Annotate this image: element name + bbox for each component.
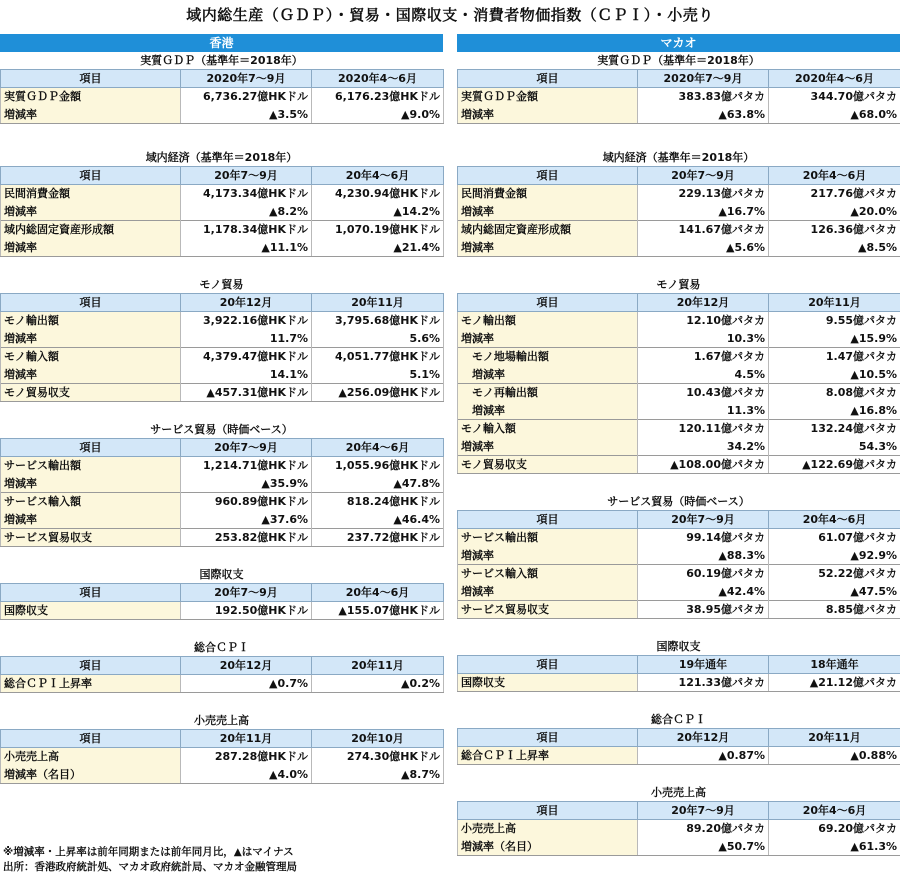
row-label: 民間消費金額: [1, 185, 181, 203]
column-header: 20年12月: [181, 294, 312, 312]
row-label: 増減率: [458, 402, 638, 420]
table-row: [1, 384, 444, 402]
row-label: 増減率: [1, 330, 181, 348]
row-value: 132.24億パタカ: [769, 420, 900, 438]
table-row: [1, 766, 444, 784]
table-row: [458, 438, 900, 456]
row-value: 960.89億HKドル: [181, 493, 312, 511]
table-section: [0, 276, 443, 402]
row-value: 14.1%: [181, 366, 312, 384]
table-row: [458, 348, 900, 366]
section-title: 総合ＣＰＩ: [194, 641, 249, 654]
row-value: 11.7%: [181, 330, 312, 348]
row-label: サービス輸出額: [1, 457, 181, 475]
row-value: 1.47億パタカ: [769, 348, 900, 366]
header-row: [1, 294, 444, 312]
row-value: 1.67億パタカ: [638, 348, 769, 366]
row-value: ▲16.7%: [638, 203, 769, 221]
column-header: 20年4〜6月: [312, 439, 444, 457]
row-label: 増減率: [1, 106, 181, 124]
row-label: 増減率（名目）: [1, 766, 181, 784]
row-label: モノ輸出額: [458, 312, 638, 330]
data-table: [457, 510, 900, 619]
row-value: ▲9.0%: [312, 106, 444, 124]
row-label: 総合ＣＰＩ上昇率: [458, 747, 638, 765]
table-row: [1, 203, 444, 221]
table-section: [457, 276, 900, 474]
table-row: [1, 221, 444, 239]
table-row: [458, 820, 900, 838]
column-header: 20年4〜6月: [769, 167, 900, 185]
table-section: [457, 711, 900, 765]
row-value: 1,055.96億HKドル: [312, 457, 444, 475]
row-label: 国際収支: [458, 674, 638, 692]
row-value: 60.19億パタカ: [638, 565, 769, 583]
header-row: [458, 70, 900, 88]
row-label: 増減率: [1, 366, 181, 384]
row-value: ▲46.4%: [312, 511, 444, 529]
table-row: [458, 384, 900, 402]
macau-column: [457, 34, 900, 856]
table-row: [458, 203, 900, 221]
column-header: 項目: [458, 656, 638, 674]
column-header: 項目: [1, 294, 181, 312]
row-value: 3,922.16億HKドル: [181, 312, 312, 330]
row-label: 増減率: [1, 475, 181, 493]
row-label: 増減率: [1, 239, 181, 257]
row-value: ▲122.69億パタカ: [769, 456, 900, 474]
row-value: 99.14億パタカ: [638, 529, 769, 547]
macau-sections: [457, 52, 900, 856]
row-value: 5.6%: [312, 330, 444, 348]
row-value: 8.08億パタカ: [769, 384, 900, 402]
row-label: 民間消費金額: [458, 185, 638, 203]
row-label: モノ輸出額: [1, 312, 181, 330]
row-value: ▲10.5%: [769, 366, 900, 384]
table-section: [457, 493, 900, 619]
row-label: モノ貿易収支: [458, 456, 638, 474]
row-label: 増減率: [458, 438, 638, 456]
column-header: 20年7〜9月: [181, 439, 312, 457]
row-value: ▲8.2%: [181, 203, 312, 221]
data-table: [457, 801, 900, 856]
header-row: [458, 729, 900, 747]
row-label: 域内総固定資産形成額: [1, 221, 181, 239]
row-value: 237.72億HKドル: [312, 529, 444, 547]
table-row: [458, 838, 900, 856]
row-label: モノ輸入額: [1, 348, 181, 366]
row-value: 34.2%: [638, 438, 769, 456]
hong-kong-banner: 香港: [0, 34, 443, 52]
section-title: サービス貿易（時価ベース）: [607, 495, 750, 508]
table-section: [457, 149, 900, 257]
column-header: 20年12月: [638, 294, 769, 312]
section-title: 実質ＧＤＰ（基準年＝2018年）: [140, 54, 303, 67]
table-row: [458, 456, 900, 474]
row-value: ▲15.9%: [769, 330, 900, 348]
row-value: 253.82億HKドル: [181, 529, 312, 547]
table-row: [458, 366, 900, 384]
table-row: [458, 601, 900, 619]
row-value: 69.20億パタカ: [769, 820, 900, 838]
row-value: 52.22億パタカ: [769, 565, 900, 583]
row-value: ▲88.3%: [638, 547, 769, 565]
row-label: モノ貿易収支: [1, 384, 181, 402]
row-value: ▲0.87%: [638, 747, 769, 765]
data-table: [0, 583, 444, 620]
table-row: [458, 239, 900, 257]
column-header: 項目: [1, 167, 181, 185]
row-value: ▲68.0%: [769, 106, 900, 124]
section-title: 小売売上高: [194, 714, 249, 727]
table-row: [458, 565, 900, 583]
row-value: 4,379.47億HKドル: [181, 348, 312, 366]
table-section: [0, 566, 443, 620]
table-row: [1, 330, 444, 348]
table-row: [458, 221, 900, 239]
table-row: [458, 420, 900, 438]
header-row: [458, 167, 900, 185]
row-value: 10.3%: [638, 330, 769, 348]
row-value: ▲4.0%: [181, 766, 312, 784]
column-header: 項目: [1, 584, 181, 602]
column-header: 19年通年: [638, 656, 769, 674]
row-label: 増減率: [458, 547, 638, 565]
table-row: [1, 239, 444, 257]
row-value: 229.13億パタカ: [638, 185, 769, 203]
table-row: [458, 583, 900, 601]
row-value: ▲155.07億HKドル: [312, 602, 444, 620]
data-table: [457, 69, 900, 124]
header-row: [458, 656, 900, 674]
row-value: 11.3%: [638, 402, 769, 420]
row-value: ▲256.09億HKドル: [312, 384, 444, 402]
section-title: 実質ＧＤＰ（基準年＝2018年）: [597, 54, 760, 67]
column-header: 20年4〜6月: [312, 167, 444, 185]
row-label: モノ地場輸出額: [458, 348, 638, 366]
column-header: 20年4〜6月: [769, 511, 900, 529]
page-title: 域内総生産（ＧＤＰ）・貿易・国際収支・消費者物価指数（ＣＰＩ）・小売り: [186, 6, 714, 24]
row-value: 6,736.27億HKドル: [181, 88, 312, 106]
row-value: ▲47.5%: [769, 583, 900, 601]
row-value: 4,051.77億HKドル: [312, 348, 444, 366]
column-header: 20年12月: [181, 657, 312, 675]
data-table: [457, 166, 900, 257]
row-value: ▲21.4%: [312, 239, 444, 257]
column-header: 20年11月: [769, 294, 900, 312]
row-label: 増減率: [458, 239, 638, 257]
header-row: [458, 294, 900, 312]
row-value: 38.95億パタカ: [638, 601, 769, 619]
row-value: ▲61.3%: [769, 838, 900, 856]
column-header: 20年11月: [312, 294, 444, 312]
table-section: [457, 52, 900, 124]
column-header: 項目: [458, 511, 638, 529]
row-label: 増減率: [458, 366, 638, 384]
table-row: [1, 475, 444, 493]
row-value: 5.1%: [312, 366, 444, 384]
table-row: [458, 312, 900, 330]
row-label: 域内総固定資産形成額: [458, 221, 638, 239]
table-row: [458, 330, 900, 348]
row-value: 1,178.34億HKドル: [181, 221, 312, 239]
row-value: 3,795.68億HKドル: [312, 312, 444, 330]
column-header: 2020年7〜9月: [181, 70, 312, 88]
section-title: モノ貿易: [199, 278, 244, 291]
column-header: 20年4〜6月: [312, 584, 444, 602]
table-row: [458, 88, 900, 106]
row-value: 192.50億HKドル: [181, 602, 312, 620]
table-section: [0, 639, 443, 693]
row-value: ▲0.7%: [181, 675, 312, 693]
data-table: [457, 655, 900, 692]
row-value: 818.24億HKドル: [312, 493, 444, 511]
table-row: [1, 529, 444, 547]
row-value: 383.83億パタカ: [638, 88, 769, 106]
column-header: 20年7〜9月: [181, 584, 312, 602]
table-row: [1, 602, 444, 620]
row-value: 89.20億パタカ: [638, 820, 769, 838]
row-value: 141.67億パタカ: [638, 221, 769, 239]
row-value: ▲21.12億パタカ: [769, 674, 900, 692]
row-label: 実質ＧＤＰ金額: [458, 88, 638, 106]
data-table: [0, 438, 444, 547]
row-label: モノ輸入額: [458, 420, 638, 438]
row-value: ▲0.2%: [312, 675, 444, 693]
row-value: 121.33億パタカ: [638, 674, 769, 692]
row-value: 12.10億パタカ: [638, 312, 769, 330]
row-value: ▲92.9%: [769, 547, 900, 565]
footnote-line: ※増減率・上昇率は前年同期または前年同月比，▲はマイナス: [3, 846, 294, 858]
table-section: [0, 52, 443, 124]
column-header: 20年7〜9月: [638, 511, 769, 529]
row-value: 54.3%: [769, 438, 900, 456]
data-table: [457, 728, 900, 765]
row-label: 増減率: [1, 511, 181, 529]
footnotes: [3, 845, 443, 875]
row-value: 4.5%: [638, 366, 769, 384]
row-value: ▲16.8%: [769, 402, 900, 420]
table-row: [458, 547, 900, 565]
header-row: [1, 657, 444, 675]
column-header: 項目: [458, 729, 638, 747]
column-header: 項目: [1, 70, 181, 88]
table-section: [457, 784, 900, 856]
header-row: [1, 439, 444, 457]
row-value: 126.36億パタカ: [769, 221, 900, 239]
table-row: [1, 457, 444, 475]
row-value: ▲50.7%: [638, 838, 769, 856]
table-row: [1, 748, 444, 766]
row-value: 6,176.23億HKドル: [312, 88, 444, 106]
header-row: [1, 730, 444, 748]
section-title: 小売売上高: [651, 786, 706, 799]
row-label: 国際収支: [1, 602, 181, 620]
table-row: [1, 348, 444, 366]
column-header: 20年11月: [769, 729, 900, 747]
column-header: 項目: [1, 657, 181, 675]
row-value: 120.11億パタカ: [638, 420, 769, 438]
column-header: 2020年7〜9月: [638, 70, 769, 88]
section-title: 域内経済（基準年＝2018年）: [145, 151, 298, 164]
row-value: 4,173.34億HKドル: [181, 185, 312, 203]
column-header: 項目: [458, 70, 638, 88]
row-value: 61.07億パタカ: [769, 529, 900, 547]
hong-kong-sections: [0, 52, 443, 784]
column-header: 2020年4〜6月: [312, 70, 444, 88]
section-title: 国際収支: [199, 568, 244, 581]
column-header: 項目: [1, 439, 181, 457]
section-title: モノ貿易: [656, 278, 701, 291]
data-table: [0, 729, 444, 784]
row-value: ▲42.4%: [638, 583, 769, 601]
section-title: サービス貿易（時価ベース）: [150, 423, 293, 436]
row-label: 増減率: [458, 203, 638, 221]
row-value: 9.55億パタカ: [769, 312, 900, 330]
table-row: [1, 185, 444, 203]
source-line: 出所：香港政府統計処、マカオ政府統計局、マカオ金融管理局: [3, 861, 297, 873]
table-row: [458, 747, 900, 765]
column-header: 20年4〜6月: [769, 802, 900, 820]
row-value: ▲8.7%: [312, 766, 444, 784]
row-value: 287.28億HKドル: [181, 748, 312, 766]
header-row: [1, 70, 444, 88]
row-value: ▲108.00億パタカ: [638, 456, 769, 474]
row-value: ▲35.9%: [181, 475, 312, 493]
row-label: 実質ＧＤＰ金額: [1, 88, 181, 106]
hong-kong-column: [0, 34, 443, 784]
data-table: [0, 166, 444, 257]
row-value: 1,070.19億HKドル: [312, 221, 444, 239]
column-header: 20年7〜9月: [638, 167, 769, 185]
table-section: [0, 712, 443, 784]
row-value: ▲457.31億HKドル: [181, 384, 312, 402]
column-header: 18年通年: [769, 656, 900, 674]
row-label: 小売売上高: [1, 748, 181, 766]
data-table: [0, 69, 444, 124]
table-section: [457, 638, 900, 692]
column-header: 項目: [458, 167, 638, 185]
row-label: サービス貿易収支: [1, 529, 181, 547]
column-header: 20年10月: [312, 730, 444, 748]
table-section: [0, 149, 443, 257]
column-header: 項目: [458, 294, 638, 312]
row-label: 小売売上高: [458, 820, 638, 838]
table-section: [0, 421, 443, 547]
column-header: 項目: [1, 730, 181, 748]
header-row: [458, 511, 900, 529]
table-row: [1, 312, 444, 330]
column-header: 2020年4〜6月: [769, 70, 900, 88]
section-title: 総合ＣＰＩ: [651, 713, 706, 726]
row-label: サービス輸入額: [1, 493, 181, 511]
section-title: 域内経済（基準年＝2018年）: [602, 151, 755, 164]
table-row: [1, 106, 444, 124]
table-row: [1, 675, 444, 693]
header-row: [1, 584, 444, 602]
row-label: サービス輸入額: [458, 565, 638, 583]
table-row: [458, 106, 900, 124]
row-label: サービス輸出額: [458, 529, 638, 547]
row-value: 217.76億パタカ: [769, 185, 900, 203]
row-value: ▲47.8%: [312, 475, 444, 493]
row-value: 274.30億HKドル: [312, 748, 444, 766]
column-header: 20年11月: [312, 657, 444, 675]
row-value: 344.70億パタカ: [769, 88, 900, 106]
table-row: [1, 88, 444, 106]
row-value: ▲3.5%: [181, 106, 312, 124]
row-value: ▲0.88%: [769, 747, 900, 765]
macau-banner: マカオ: [457, 34, 900, 52]
row-value: ▲14.2%: [312, 203, 444, 221]
row-label: 増減率: [1, 203, 181, 221]
row-value: ▲20.0%: [769, 203, 900, 221]
row-label: 増減率（名目）: [458, 838, 638, 856]
table-row: [458, 529, 900, 547]
row-value: ▲5.6%: [638, 239, 769, 257]
data-table: [457, 293, 900, 474]
row-label: 増減率: [458, 583, 638, 601]
header-row: [1, 167, 444, 185]
data-table: [0, 656, 444, 693]
row-value: 8.85億パタカ: [769, 601, 900, 619]
column-header: 20年7〜9月: [181, 167, 312, 185]
data-table: [0, 293, 444, 402]
column-header: 20年12月: [638, 729, 769, 747]
row-label: モノ再輸出額: [458, 384, 638, 402]
table-row: [458, 185, 900, 203]
table-row: [1, 511, 444, 529]
row-value: ▲8.5%: [769, 239, 900, 257]
section-title: 国際収支: [656, 640, 701, 653]
row-value: 10.43億パタカ: [638, 384, 769, 402]
row-value: ▲37.6%: [181, 511, 312, 529]
table-row: [1, 366, 444, 384]
row-label: 増減率: [458, 330, 638, 348]
row-label: 増減率: [458, 106, 638, 124]
row-value: 4,230.94億HKドル: [312, 185, 444, 203]
table-row: [458, 402, 900, 420]
row-label: 総合ＣＰＩ上昇率: [1, 675, 181, 693]
row-value: 1,214.71億HKドル: [181, 457, 312, 475]
column-header: 20年7〜9月: [638, 802, 769, 820]
row-value: ▲11.1%: [181, 239, 312, 257]
row-label: サービス貿易収支: [458, 601, 638, 619]
column-header: 20年11月: [181, 730, 312, 748]
table-row: [458, 674, 900, 692]
row-value: ▲63.8%: [638, 106, 769, 124]
column-header: 項目: [458, 802, 638, 820]
table-row: [1, 493, 444, 511]
header-row: [458, 802, 900, 820]
